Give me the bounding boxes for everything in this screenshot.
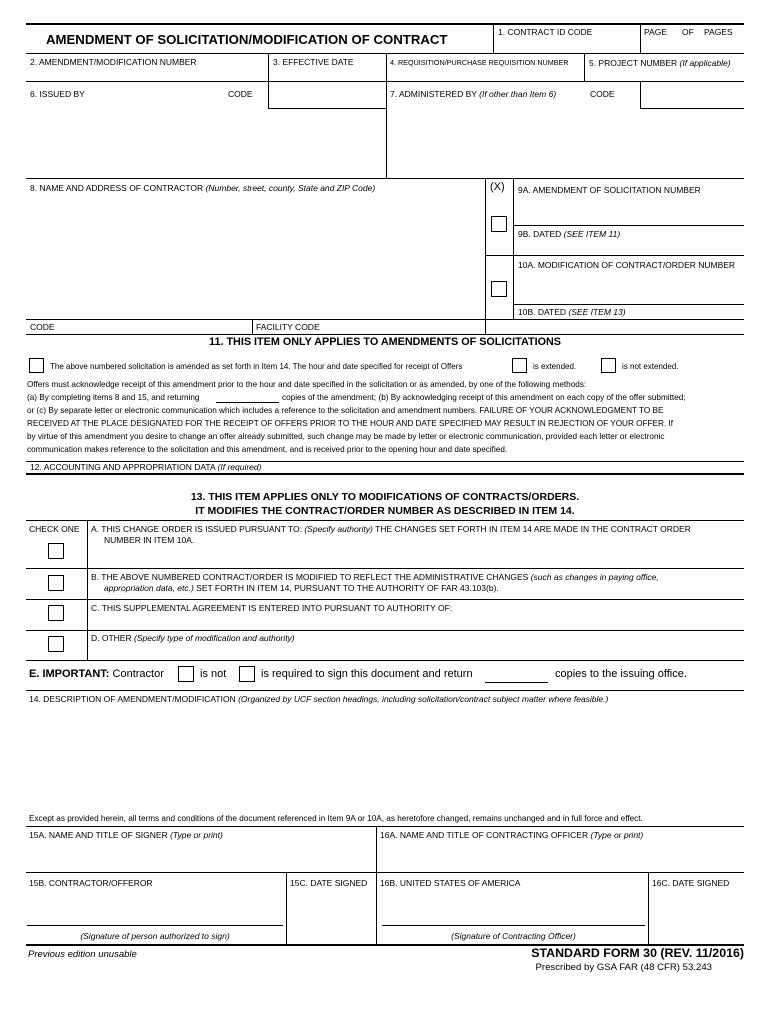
- item9a-field[interactable]: [517, 196, 746, 224]
- important-is-not: is not: [200, 668, 227, 680]
- option-b-pre: B. THE ABOVE NUMBERED CONTRACT/ORDER IS MODIFIED TO REFLECT THE ADMINISTRATIVE CHANGES: [91, 572, 529, 582]
- item12-label: [30, 462, 261, 472]
- requisition-field[interactable]: [390, 67, 586, 82]
- important-row: [29, 668, 164, 680]
- item14-text: 14. DESCRIPTION OF AMENDMENT/MODIFICATION: [29, 694, 236, 704]
- is-not-required-checkbox[interactable]: [178, 666, 194, 682]
- signer-name-note: (Type or print): [170, 830, 223, 840]
- item9b-label: [518, 229, 620, 239]
- option-b-note2: appropriation data, etc.): [104, 583, 194, 593]
- option-d-text: [91, 633, 295, 643]
- item14-note: (Organized by UCF section headings, including solicitation/contract subject matter where feasible.): [238, 694, 609, 704]
- option-c-checkbox[interactable]: [48, 605, 64, 621]
- contract-id-code-label: 1. CONTRACT ID CODE: [498, 27, 593, 37]
- contractor-text: 8. NAME AND ADDRESS OF CONTRACTOR: [30, 183, 204, 193]
- administered-by-label: [390, 89, 556, 99]
- option-d-pre: D. OTHER: [91, 633, 132, 643]
- item12-note: (If required): [217, 462, 262, 472]
- form-number: STANDARD FORM 30 (REV. 11/2016): [531, 946, 744, 960]
- option-b-checkbox[interactable]: [48, 575, 64, 591]
- contract-id-code-field[interactable]: [496, 38, 642, 54]
- page-label: PAGE: [644, 27, 667, 37]
- signer-name-label: [29, 830, 223, 840]
- issued-by-label: 6. ISSUED BY: [30, 89, 85, 99]
- section11-para1: Offers must acknowledge receipt of this amendment prior to the hour and date specified in the solicitation or as amended, by one of the following methods:: [27, 380, 587, 389]
- item12-text: 12. ACCOUNTING AND APPROPRIATION DATA: [30, 462, 216, 472]
- project-number-note: (If applicable): [679, 58, 731, 68]
- item10b-text: 10B. DATED: [518, 307, 567, 317]
- of-label: OF: [682, 27, 694, 37]
- contractor-label: [30, 183, 375, 193]
- option-d-note: (Specify type of modification and authority): [134, 633, 295, 643]
- item10b-note: (SEE ITEM 13): [568, 307, 626, 317]
- contractor-offeror-label: 15B. CONTRACTOR/OFFEROR: [29, 878, 153, 888]
- option-a-pre: A. THIS CHANGE ORDER IS ISSUED PURSUANT TO:: [91, 524, 302, 534]
- pages-field[interactable]: [700, 38, 746, 54]
- officer-name-field[interactable]: [380, 843, 746, 871]
- item14-description-field[interactable]: [29, 706, 745, 810]
- section11-para2a: (a) By completing items 8 and 15, and returning: [27, 393, 200, 402]
- option-a-line2: NUMBER IN ITEM 10A.: [104, 535, 195, 545]
- is-not-extended-checkbox[interactable]: [601, 358, 616, 373]
- issued-by-field[interactable]: [30, 102, 386, 178]
- section11-heading: 11. THIS ITEM ONLY APPLIES TO AMENDMENTS OF SOLICITATIONS: [209, 336, 561, 348]
- page-field[interactable]: [644, 38, 688, 54]
- administered-by-text: 7. ADMINISTERED BY: [390, 89, 477, 99]
- important-is-required: is required to sign this document and return: [261, 668, 473, 680]
- check-one-label: CHECK ONE: [29, 524, 80, 534]
- copies-to-return-field[interactable]: [485, 668, 552, 683]
- solicitation-amended-checkbox[interactable]: [29, 358, 44, 373]
- effective-date-field[interactable]: [272, 67, 388, 82]
- previous-edition-note: Previous edition unusable: [28, 949, 137, 960]
- section11-para5: by virtue of this amendment you desire to change an offer already submitted, such change may be made by letter or electronic communication, provided each letter or electronic: [27, 432, 665, 441]
- contractor-code-label: CODE: [30, 322, 55, 332]
- effective-date-label: 3. EFFECTIVE DATE: [273, 57, 354, 67]
- administered-by-code-field[interactable]: [642, 84, 746, 108]
- item10a-field[interactable]: [517, 272, 746, 304]
- option-b-line2: [104, 583, 499, 593]
- option-a-post: THE CHANGES SET FORTH IN ITEM 14 ARE MADE IN THE CONTRACT ORDER: [375, 524, 691, 534]
- amendment-number-field[interactable]: [30, 67, 268, 82]
- signer-name-text: 15A. NAME AND TITLE OF SIGNER: [29, 830, 168, 840]
- contractor-note: (Number, street, county, State and ZIP Code): [205, 183, 376, 193]
- facility-code-label: FACILITY CODE: [256, 322, 320, 332]
- contractor-address-field[interactable]: [30, 196, 484, 318]
- is-extended-checkbox[interactable]: [512, 358, 527, 373]
- option-a-checkbox[interactable]: [48, 543, 64, 559]
- prescribed-by: Prescribed by GSA FAR (48 CFR) 53.243: [535, 962, 712, 973]
- pages-label: PAGES: [704, 27, 733, 37]
- copies-returned-field[interactable]: [216, 392, 283, 404]
- signer-name-field[interactable]: [29, 843, 377, 871]
- amendment-number-label: 2. AMENDMENT/MODIFICATION NUMBER: [30, 57, 197, 67]
- section13-heading-1: 13. THIS ITEM APPLIES ONLY TO MODIFICATIONS OF CONTRACTS/ORDERS.: [190, 491, 580, 503]
- option-a-line1: [91, 524, 691, 534]
- item10b-label: [518, 307, 626, 317]
- is-required-checkbox[interactable]: [239, 666, 255, 682]
- facility-code-field[interactable]: [322, 320, 486, 335]
- officer-name-label: [380, 830, 643, 840]
- important-copies: copies to the issuing office.: [555, 668, 687, 680]
- contractor-date-label: 15C. DATE SIGNED: [290, 878, 368, 888]
- officer-signature-caption: (Signature of Contracting Officer): [451, 931, 576, 941]
- item10a-label: 10A. MODIFICATION OF CONTRACT/ORDER NUMBER: [518, 260, 736, 270]
- requisition-label: 4. REQUISITION/PURCHASE REQUISITION NUMBER: [390, 58, 569, 67]
- option-d-checkbox[interactable]: [48, 636, 64, 652]
- item9a-label: 9A. AMENDMENT OF SOLICITATION NUMBER: [518, 185, 701, 195]
- is-extended-label: is extended.: [533, 362, 577, 371]
- option-b-note: (such as changes in paying office,: [530, 572, 659, 582]
- important-label: E. IMPORTANT:: [29, 668, 110, 680]
- is-not-extended-label: is not extended.: [622, 362, 679, 371]
- important-contractor: Contractor: [112, 668, 164, 680]
- administered-by-code-label: CODE: [590, 89, 615, 99]
- section11-para3: or (c) By separate letter or electronic communication which includes a reference to the solicitation and amendment numbers. FAILURE OF YOUR ACKNOWLEDGMENT TO BE: [27, 406, 664, 415]
- usa-label: 16B. UNITED STATES OF AMERICA: [380, 878, 521, 888]
- project-number-text: 5. PROJECT NUMBER: [589, 58, 678, 68]
- section11-para4: RECEIVED AT THE PLACE DESIGNATED FOR THE RECEIPT OF OFFERS PRIOR TO THE HOUR AND DATE SPECIFIED MAY RESULT IN REJECTION OF YOUR OFFER. If: [27, 419, 674, 428]
- project-number-field[interactable]: [588, 67, 746, 82]
- section11-para2b: copies of the amendment; (b) By acknowledging receipt of this amendment on each copy of the offer submitted;: [282, 393, 686, 402]
- except-text: Except as provided herein, all terms and conditions of the document referenced in Item 9A or 10A, as heretofore changed, remains unchanged and in full force and effect.: [29, 814, 643, 823]
- issued-by-code-label: CODE: [228, 89, 253, 99]
- option-c-text: C. THIS SUPPLEMENTAL AGREEMENT IS ENTERED INTO PURSUANT TO AUTHORITY OF:: [91, 603, 453, 613]
- item14-label: [29, 694, 608, 704]
- officer-name-note: (Type or print): [590, 830, 644, 840]
- officer-date-label: 16C. DATE SIGNED: [652, 878, 730, 888]
- administered-by-note: (If other than Item 6): [479, 89, 557, 99]
- contractor-code-field[interactable]: [60, 320, 252, 335]
- form-title: AMENDMENT OF SOLICITATION/MODIFICATION OF CONTRACT: [46, 32, 448, 47]
- contractor-signature-line[interactable]: [27, 896, 283, 925]
- section11-para6: communication makes reference to the solicitation and this amendment, and is received prior to the opening hour and date specified.: [27, 445, 508, 454]
- contractor-signature-caption: (Signature of person authorized to sign): [80, 931, 230, 941]
- section13-heading-2: IT MODIFIES THE CONTRACT/ORDER NUMBER AS DESCRIBED IN ITEM 14.: [195, 505, 575, 517]
- option-b-line1: [91, 572, 659, 582]
- officer-name-text: 16A. NAME AND TITLE OF CONTRACTING OFFICER: [380, 830, 589, 840]
- option-b-post: SET FORTH IN ITEM 14, PURSUANT TO THE AUTHORITY OF FAR 43.103(b).: [196, 583, 499, 593]
- item9b-note: (SEE ITEM 11): [563, 229, 621, 239]
- administered-by-field[interactable]: [390, 110, 746, 178]
- item9-checkbox[interactable]: [491, 216, 507, 232]
- officer-signature-line[interactable]: [382, 896, 645, 925]
- officer-date-field[interactable]: [652, 896, 746, 926]
- option-a-note: (Specify authority): [304, 524, 373, 534]
- item10-checkbox[interactable]: [491, 281, 507, 297]
- x-marker: (X): [490, 181, 505, 193]
- contractor-date-field[interactable]: [290, 896, 376, 926]
- item9b-field[interactable]: [517, 240, 746, 256]
- section11-line1: The above numbered solicitation is amended as set forth in Item 14. The hour and date specified for receipt of Offers: [50, 362, 463, 371]
- item9b-text: 9B. DATED: [518, 229, 562, 239]
